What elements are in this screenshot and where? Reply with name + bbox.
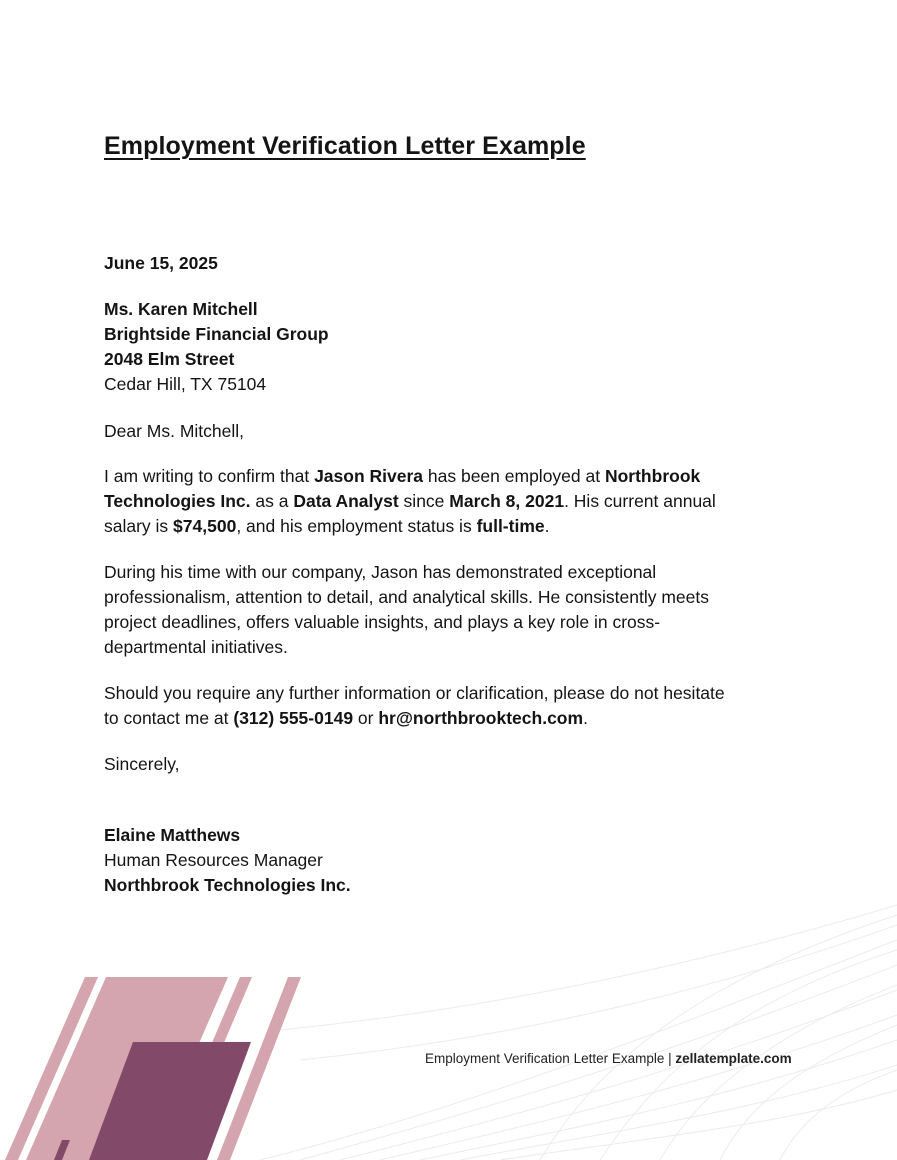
footer-doc-title: Employment Verification Letter Example	[425, 1051, 665, 1066]
footer-site-link[interactable]: zellatemplate.com	[675, 1051, 792, 1066]
paragraph-performance: During his time with our company, Jason has demonstrated exceptional professionalism, attention to detail, and analytical skills. He consistently meets project deadlines, offers valuable insights, and plays a key role in cross- departmental initiatives.	[104, 562, 710, 657]
salary-amount: $74,500	[173, 516, 237, 536]
employer-name-part1: Northbrook	[604, 466, 701, 486]
signature-block	[104, 823, 804, 898]
signer-company: Northbrook Technologies Inc.	[104, 875, 351, 895]
letter-date: June 15, 2025	[104, 253, 218, 273]
job-position: Data Analyst	[293, 491, 399, 511]
page-footer	[425, 1050, 792, 1068]
contact-phone: (312) 555-0149	[233, 708, 354, 728]
employee-name: Jason Rivera	[314, 466, 424, 486]
recipient-address	[104, 297, 804, 397]
recipient-street: 2048 Elm Street	[104, 349, 235, 369]
document-title: Employment Verification Letter Example	[104, 132, 586, 160]
recipient-city: Cedar Hill, TX 75104	[104, 374, 267, 394]
closing: Sincerely,	[104, 754, 180, 774]
employment-status: full-time	[476, 516, 545, 536]
contact-email: hr@northbrooktech.com	[378, 708, 584, 728]
signer-title: Human Resources Manager	[104, 850, 323, 870]
paragraph-contact: Should you require any further information or clarification, please do not hesitate to contact me at (312) 555-0149 or hr@northbrooktech.com.	[104, 683, 725, 728]
paragraph-confirmation: I am writing to confirm that Jason Rivera has been employed at Northbrook Technologies Inc. as a Data Analyst since March 8, 2021. His current annual salary is $74,500, and his employment status is full-time.	[104, 466, 716, 536]
salutation: Dear Ms. Mitchell,	[104, 421, 245, 441]
start-date: March 8, 2021	[449, 491, 565, 511]
signer-name: Elaine Matthews	[104, 825, 241, 845]
recipient-name: Ms. Karen Mitchell	[104, 299, 258, 319]
employer-name-part2: Technologies Inc.	[104, 491, 251, 511]
footer-separator: |	[664, 1051, 676, 1066]
recipient-company: Brightside Financial Group	[104, 324, 329, 344]
